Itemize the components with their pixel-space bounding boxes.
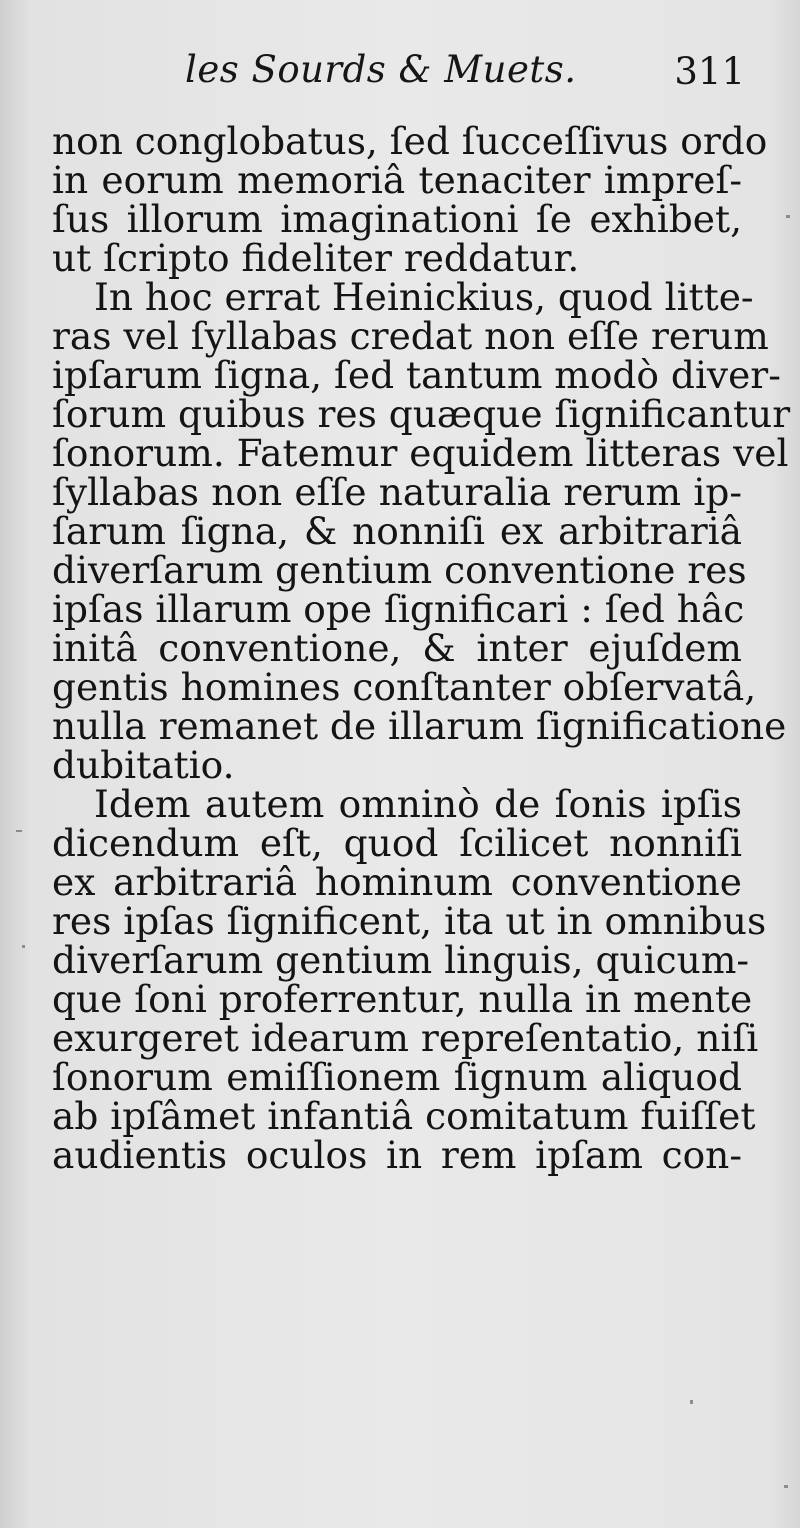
text-line: ſorum quibus res quæque ſignificantur — [52, 392, 791, 436]
text-line: ipſas illarum ope ſignificari : ſed hâc — [52, 587, 745, 631]
text-line: in eorum memoriâ tenaciter impreſ- — [52, 158, 742, 202]
page-header — [185, 48, 745, 108]
paper-speck — [16, 830, 22, 832]
body-text — [52, 119, 791, 1177]
text-line: ex arbitrariâ hominum conventione — [52, 860, 742, 904]
text-line: non conglobatus, ſed ſucceſſivus ordo — [52, 119, 768, 163]
text-line: res ipſas ſignificent, ita ut in omnibus — [52, 899, 767, 943]
running-title: les Sourds & Muets. — [185, 48, 577, 91]
paper-speck — [784, 1485, 788, 1488]
text-line: ut ſcripto fideliter reddatur. — [52, 236, 580, 280]
text-line: dicendum eſt, quod ſcilicet nonniſi — [52, 821, 742, 865]
text-line: ſonorum. Fatemur equidem litteras vel — [52, 431, 789, 475]
paper-speck — [786, 215, 790, 218]
text-line: In hoc errat Heinickius, quod litte- — [94, 275, 754, 319]
text-line: exurgeret idearum repreſentatio, niſi — [52, 1016, 759, 1060]
text-line: initâ conventione, & inter ejuſdem — [52, 626, 742, 670]
paper-speck — [22, 945, 25, 948]
text-line: ſarum ſigna, & nonniſi ex arbitrariâ — [52, 509, 742, 553]
text-line: diverſarum gentium conventione res — [52, 548, 747, 592]
text-line: ipſarum ſigna, ſed tantum modò diver- — [52, 353, 781, 397]
text-line: ſus illorum imaginationi ſe exhibet, — [52, 197, 742, 241]
text-line: diverſarum gentium linguis, quicum- — [52, 938, 750, 982]
text-line: ſyllabas non eſſe naturalia rerum ip- — [52, 470, 742, 514]
text-line: Idem autem omninò de ſonis ipſis — [94, 782, 742, 826]
text-line: audientis oculos in rem ipſam con- — [52, 1133, 742, 1177]
text-line: ras vel ſyllabas credat non eſſe rerum — [52, 314, 769, 358]
text-line: ſonorum emiſſionem ſignum aliquod — [52, 1055, 742, 1099]
text-line: gentis homines conſtanter obſervatâ, — [52, 665, 757, 709]
text-line: que ſoni proferrentur, nulla in mente — [52, 977, 753, 1021]
text-line: ab ipſâmet infantiâ comitatum fuiſſet — [52, 1094, 756, 1138]
page-number: 311 — [674, 50, 745, 93]
text-line: dubitatio. — [52, 743, 235, 787]
paper-speck — [690, 1400, 693, 1404]
text-line: nulla remanet de illarum ſignificatione — [52, 704, 787, 748]
